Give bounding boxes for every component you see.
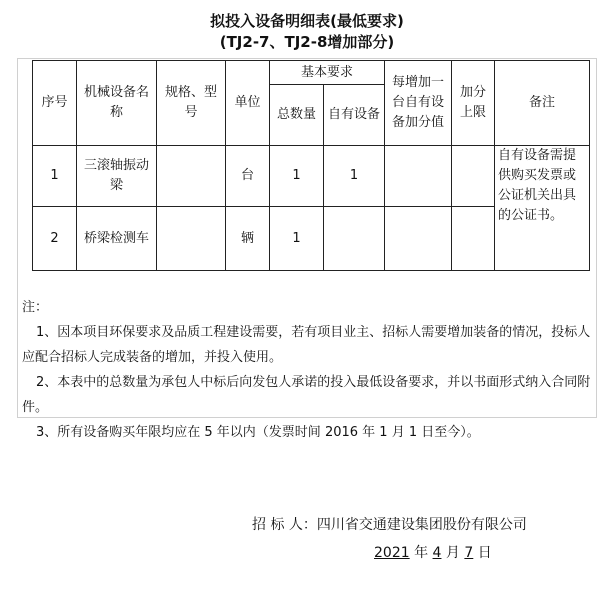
header-name: 机械设备名称 [77, 61, 157, 146]
document-title: 拟投入设备明细表(最低要求) [210, 12, 404, 30]
date-month-suffix: 月 [445, 545, 460, 561]
date-year-suffix: 年 [414, 545, 429, 561]
notes-heading: 注： [22, 300, 49, 315]
signature-label: 招 标 人： [252, 517, 317, 533]
cell-bonus-each [385, 146, 452, 207]
date-day: 7 [464, 545, 474, 561]
header-bonus-cap: 加分上限 [452, 61, 495, 146]
cell-total: 1 [270, 146, 324, 207]
signature-line [252, 515, 527, 535]
table-row [33, 146, 590, 207]
header-total: 总数量 [270, 85, 324, 146]
equipment-table [32, 60, 590, 271]
header-seq: 序号 [33, 61, 77, 146]
header-unit: 单位 [226, 61, 270, 146]
cell-bonus-cap [452, 207, 495, 271]
signature-org: 四川省交通建设集团股份有限公司 [316, 517, 527, 533]
cell-seq: 1 [33, 146, 77, 207]
header-basic-requirements: 基本要求 [270, 61, 385, 85]
header-own: 自有设备 [324, 85, 385, 146]
date-day-suffix: 日 [477, 545, 492, 561]
cell-seq: 2 [33, 207, 77, 271]
header-row-top [33, 61, 590, 85]
note-item: 3、所有设备购买年限均应在 5 年以内（发票时间 2016 年 1 月 1 日至今）。 [36, 425, 480, 440]
cell-own [324, 207, 385, 271]
header-remark: 备注 [495, 61, 590, 146]
note-item: 1、因本项目环保要求及品质工程建设需要，若有项目业主、招标人需要增加装备的情况，投标人应配合招标人完成装备的增加，并投入使用。 [22, 325, 591, 365]
cell-spec [157, 146, 226, 207]
cell-remark: 自有设备需提供购买发票或公证机关出具的公证书。 [495, 146, 590, 271]
header-spec: 规格、型号 [157, 61, 226, 146]
notes-section [22, 295, 594, 445]
date-line [374, 543, 492, 563]
header-bonus-each: 每增加一台自有设备加分值 [385, 61, 452, 146]
cell-unit: 台 [226, 146, 270, 207]
date-month: 4 [432, 545, 442, 561]
cell-unit: 辆 [226, 207, 270, 271]
note-item: 2、本表中的总数量为承包人中标后向发包人承诺的投入最低设备要求，并以书面形式纳入合同附件。 [22, 375, 591, 415]
cell-bonus-each [385, 207, 452, 271]
cell-own: 1 [324, 146, 385, 207]
document-subtitle: (TJ2-7、TJ2-8增加部分) [219, 33, 395, 51]
cell-bonus-cap [452, 146, 495, 207]
cell-spec [157, 207, 226, 271]
cell-name: 桥梁检测车 [77, 207, 157, 271]
date-year: 2021 [374, 545, 410, 561]
cell-total: 1 [270, 207, 324, 271]
cell-name: 三滚轴振动梁 [77, 146, 157, 207]
